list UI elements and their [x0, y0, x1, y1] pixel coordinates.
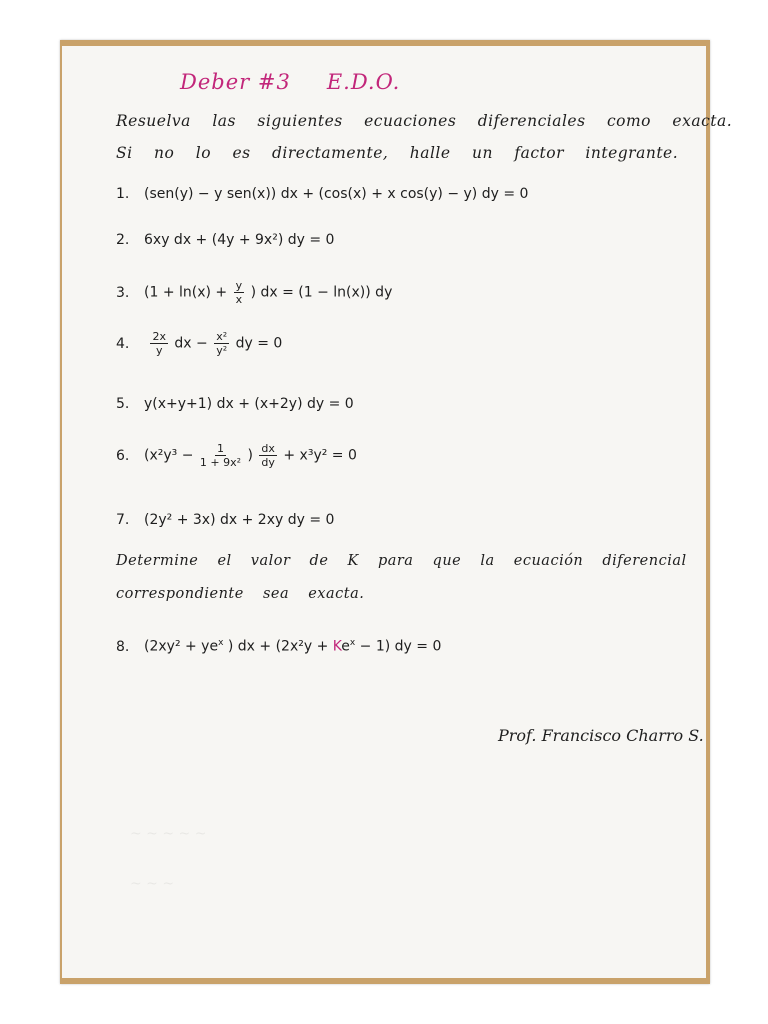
instructions-line-2: Si no lo es directamente, halle un factor integrante. — [116, 144, 679, 162]
equation-part: ) dx + (2x²y + — [227, 638, 329, 655]
equation-part: dx − — [174, 335, 208, 352]
instructions-line-1: Resuelva las siguientes ecuaciones diferenciales como exacta. — [116, 112, 733, 130]
equation-part: (1 + ln(x) + — [144, 284, 228, 301]
exercise-equation: (2y² + 3x) dx + 2xy dy = 0 — [144, 512, 335, 528]
homework-sheet — [62, 46, 733, 978]
faint-bleed-through: ~ ~ ~ — [130, 876, 175, 892]
fraction: $\frac{y}{x}$ — [235, 279, 243, 306]
fraction: $\frac{1}{\text{1 + 9x²}}$ — [199, 442, 242, 469]
exercise-equation: y(x+y+1) dx + (x+2y) dy = 0 — [144, 396, 354, 412]
exercise-equation: 6xy dx + (4y + 9x²) dy = 0 — [144, 232, 335, 248]
exercise-5 — [116, 396, 354, 412]
section-text-line-2: correspondiente sea exacta. — [116, 586, 365, 602]
equation-part: ) dx = (1 − ln(x)) dy — [250, 284, 393, 301]
equation-part: e — [341, 638, 350, 655]
section-text-line-1: Determine el valor de K para que la ecuación diferencial — [116, 553, 687, 569]
signature: Prof. Francisco Charro S. — [498, 726, 704, 745]
exercise-8 — [116, 638, 441, 655]
exercise-3 — [116, 279, 392, 306]
exercise-number: 3. — [116, 284, 130, 301]
exponent: x — [349, 638, 356, 648]
fraction: $\frac{2x}{y}$ — [152, 330, 166, 357]
exercise-2 — [116, 232, 334, 248]
equation-part: ) — [247, 447, 253, 464]
exercise-number: 5. — [116, 396, 130, 412]
exponent: x — [218, 638, 224, 648]
exercise-number: 2. — [116, 232, 130, 248]
equation-part: − 1) dy = 0 — [359, 638, 442, 655]
exercise-7 — [116, 512, 334, 528]
exercise-4 — [116, 330, 282, 357]
equation-part: (x²y³ − — [144, 447, 194, 464]
equation-part: (2xy² + ye — [144, 638, 219, 655]
exercise-number: 8. — [116, 638, 130, 655]
exercise-number: 1. — [116, 186, 130, 202]
faint-bleed-through: ~ ~ ~ ~ ~ — [130, 826, 207, 842]
exercise-number: 4. — [116, 335, 130, 352]
document-title: Deber #3 E.D.O. — [180, 70, 401, 94]
exercise-number: 6. — [116, 447, 130, 464]
equation-part: dy = 0 — [235, 335, 283, 352]
exercise-number: 7. — [116, 512, 130, 528]
exercise-equation: (sen(y) − y sen(x)) dx + (cos(x) + x cos(y) − y) dy = 0 — [144, 186, 529, 202]
exercise-6 — [116, 442, 357, 469]
exercise-1 — [116, 186, 528, 202]
constant-k: K — [332, 638, 342, 655]
equation-part: + x³y² = 0 — [283, 447, 357, 464]
document-subtitle: E.D.O. — [326, 70, 401, 94]
fraction: $\frac{\text{x²}}{\text{y²}}$ — [216, 330, 228, 357]
fraction: $\frac{dx}{dy}$ — [261, 442, 275, 469]
